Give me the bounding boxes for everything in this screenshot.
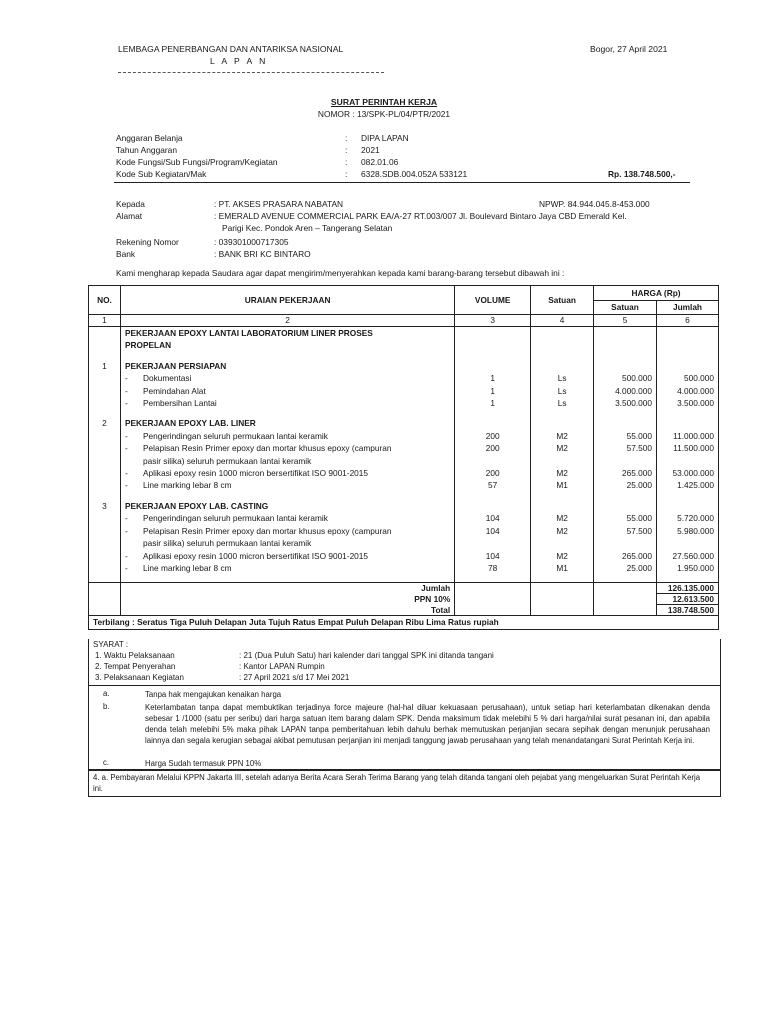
conditions-box	[88, 685, 721, 771]
section-number: 3	[89, 500, 121, 512]
term-label: 1. Waktu Pelaksanaan	[95, 651, 175, 660]
bullet: -	[124, 468, 128, 479]
item-unit: M1	[531, 479, 594, 491]
item-volume: 104	[455, 550, 531, 562]
table-row	[89, 467, 719, 479]
item-volume: 200	[455, 467, 531, 479]
address-label: Alamat	[116, 211, 143, 221]
budget-colon: :	[345, 169, 348, 179]
table-row	[89, 372, 719, 384]
item-description: - Pengerindingan seluruh permukaan lantai keramik	[120, 512, 454, 524]
terms-box	[88, 639, 721, 686]
item-volume: 1	[455, 385, 531, 397]
payment-note	[88, 769, 721, 797]
bullet: -	[124, 373, 128, 384]
header-uraian: URAIAN PEKERJAAN	[120, 286, 454, 315]
item-unit-price: 3.500.000	[594, 397, 657, 409]
table-row	[89, 550, 719, 562]
item-amount: 1.425.000	[656, 479, 718, 491]
item-unit: M2	[531, 442, 594, 467]
section-title: PEKERJAAN PERSIAPAN	[120, 360, 454, 372]
document-number: NOMOR : 13/SPK-PL/04/PTR/2021	[317, 109, 451, 119]
section-title: PEKERJAAN EPOXY LAB. LINER	[120, 417, 454, 429]
item-unit-price: 55.000	[594, 430, 657, 442]
bullet: -	[124, 562, 128, 573]
budget-colon: :	[345, 133, 348, 143]
header-divider	[118, 72, 384, 73]
bullet: -	[124, 385, 128, 396]
col-number: 2	[120, 315, 454, 327]
item-amount: 53.000.000	[656, 467, 718, 479]
table-row	[89, 430, 719, 442]
table-row	[89, 525, 719, 550]
col-number: 4	[531, 315, 594, 327]
section-row	[89, 417, 719, 429]
budget-value: 2021	[361, 145, 380, 155]
table-row	[89, 385, 719, 397]
section-number: 1	[89, 360, 121, 372]
note-text: Keterlambatan tanpa dapat membuktikan terjadinya force majeure (hal-hal diluar kekuasaan perusahaan), untuk setiap hari keterlambatan dikenakan denda sebesar 1 /1000 (satu per seribu) dari harga satuan item barang dalam SPK. Denda maksimum tidak melebihi 5 % dari harga/nilai surat pesanan ini, dan apabila denda telah melebihi 5% maka pihak LAPAN tanpa pemberitahuan lebih dahulu berhak memutuskan perjanjian secara sepihak dengan menunjuk perusahaan lainnya dan segala kerugian sebagai akibat pemutusan perjanjian ini menjadi tanggung jawab perusahaan yang telah menandatangani Surat Perintah Kerja ini.	[145, 703, 710, 745]
bullet: -	[124, 430, 128, 441]
header-volume: VOLUME	[455, 286, 531, 315]
item-description: - Line marking lebar 8 cm	[120, 479, 454, 491]
bullet: -	[124, 525, 128, 536]
project-title: PEKERJAAN EPOXY LANTAI LABORATORIUM LINER PROSES PROPELAN	[120, 327, 454, 352]
item-unit: M2	[531, 550, 594, 562]
section-title: PEKERJAAN EPOXY LAB. CASTING	[120, 500, 454, 512]
item-amount: 27.560.000	[656, 550, 718, 562]
bullet: -	[124, 443, 128, 454]
item-unit-price: 25.000	[594, 479, 657, 491]
budget-label: Anggaran Belanja	[116, 133, 183, 143]
term-value: : 27 April 2021 s/d 17 Mei 2021	[239, 673, 350, 682]
item-unit-price: 265.000	[594, 550, 657, 562]
ppn-label: PPN 10%	[120, 594, 454, 605]
item-unit-price: 57.500	[594, 442, 657, 467]
vendor-name: : PT. AKSES PRASARA NABATAN	[214, 199, 344, 209]
header-satuan: Satuan	[531, 286, 594, 315]
address-line: Parigi Kec. Pondok Aren – Tangerang Selatan	[222, 223, 393, 233]
total-label: Total	[120, 605, 454, 616]
work-items-table	[88, 285, 719, 630]
header-no: NO.	[89, 286, 121, 315]
bullet: -	[124, 398, 128, 409]
item-unit: Ls	[531, 372, 594, 384]
org-abbrev: L A P A N	[210, 56, 268, 66]
budget-value: 6328.SDB.004.052A 533121	[361, 169, 468, 179]
item-amount: 5.980.000	[656, 525, 718, 550]
budget-value: DIPA LAPAN	[361, 133, 409, 143]
term-label: 3. Pelaksanaan Kegiatan	[95, 673, 184, 682]
header-harga-satuan: Satuan	[594, 300, 657, 315]
item-volume: 78	[455, 562, 531, 574]
item-amount: 3.500.000	[656, 397, 718, 409]
budget-label: Tahun Anggaran	[116, 145, 178, 155]
item-description: - Dokumentasi	[120, 372, 454, 384]
item-unit-price: 500.000	[594, 372, 657, 384]
budget-label: Kode Fungsi/Sub Fungsi/Program/Kegiatan	[116, 157, 278, 167]
item-volume: 200	[455, 430, 531, 442]
item-amount: 500.000	[656, 372, 718, 384]
item-unit: Ls	[531, 385, 594, 397]
section-number: 2	[89, 417, 121, 429]
total-value: 138.748.500	[656, 605, 718, 616]
item-unit-price: 55.000	[594, 512, 657, 524]
intro-text: Kami mengharap kepada Saudara agar dapat mengirim/menyerahkan kepada kami barang-barang tersebut dibawah ini :	[116, 268, 565, 278]
section-row	[89, 360, 719, 372]
item-unit-price: 57.500	[594, 525, 657, 550]
item-amount: 11.000.000	[656, 430, 718, 442]
budget-colon: :	[345, 145, 348, 155]
col-number: 1	[89, 315, 121, 327]
bank-name: : BANK BRI KC BINTARO	[214, 249, 311, 259]
org-name: LEMBAGA PENERBANGAN DAN ANTARIKSA NASIONAL	[118, 44, 344, 54]
item-unit-price: 265.000	[594, 467, 657, 479]
table-row	[89, 442, 719, 467]
item-unit: M1	[531, 562, 594, 574]
letter-date: Bogor, 27 April 2021	[590, 44, 668, 54]
budget-colon: :	[345, 157, 348, 167]
bullet: -	[124, 550, 128, 561]
item-volume: 104	[455, 525, 531, 550]
table-row	[89, 512, 719, 524]
account-number: : 039301000717305	[214, 237, 289, 247]
item-volume: 1	[455, 397, 531, 409]
item-description: - Line marking lebar 8 cm	[120, 562, 454, 574]
item-amount: 1.950.000	[656, 562, 718, 574]
term-value: : Kantor LAPAN Rumpin	[239, 662, 325, 671]
vendor-label: Kepada	[116, 199, 145, 209]
payment-text: 4. a. Pembayaran Melalui KPPN Jakarta III, setelah adanya Berita Acara Serah Terima Barang yang telah ditanda tangani oleh pejabat yang mengeluarkan Surat Perintah Kerja ini.	[93, 773, 701, 793]
item-amount: 4.000.000	[656, 385, 718, 397]
item-amount: 5.720.000	[656, 512, 718, 524]
note-text: Harga Sudah termasuk PPN 10%	[145, 759, 262, 768]
header-harga: HARGA (Rp)	[594, 286, 719, 301]
bank-label: Bank	[116, 249, 136, 259]
term-value: : 21 (Dua Puluh Satu) hari kalender dari tanggal SPK ini ditanda tangani	[239, 651, 494, 660]
header-jumlah: Jumlah	[656, 300, 718, 315]
item-unit: M2	[531, 430, 594, 442]
address-line: : EMERALD AVENUE COMMERCIAL PARK EA/A-27 RT.003/007 Jl. Boulevard Bintaro Jaya CBD Emerald Kel.	[214, 211, 627, 221]
item-description: - Pembersihan Lantai	[120, 397, 454, 409]
budget-label: Kode Sub Kegiatan/Mak	[116, 169, 207, 179]
note-key: c.	[103, 758, 110, 767]
item-description: - Pelapisan Resin Primer epoxy dan mortar khusus epoxy (campuran pasir silika) seluruh permukaan lantai keramik	[120, 442, 454, 467]
note-text: Tanpa hak mengajukan kenaikan harga	[145, 690, 282, 699]
table-row	[89, 562, 719, 574]
budget-value: 082.01.06	[361, 157, 399, 167]
item-volume: 1	[455, 372, 531, 384]
item-description: - Pelapisan Resin Primer epoxy dan mortar khusus epoxy (campuran pasir silika) seluruh permukaan lantai keramik	[120, 525, 454, 550]
col-number: 5	[594, 315, 657, 327]
sum-value: 126.135.000	[656, 583, 718, 594]
terms-title: SYARAT :	[93, 640, 129, 649]
bullet: -	[124, 513, 128, 524]
col-number: 6	[656, 315, 718, 327]
term-label: 2. Tempat Penyerahan	[95, 662, 176, 671]
document-title: SURAT PERINTAH KERJA	[330, 97, 438, 107]
item-unit-price: 4.000.000	[594, 385, 657, 397]
table-row	[89, 479, 719, 491]
account-label: Rekening Nomor	[116, 237, 179, 247]
item-unit: Ls	[531, 397, 594, 409]
section-rule	[114, 182, 690, 183]
note-key: b.	[103, 702, 110, 711]
item-unit: M2	[531, 525, 594, 550]
item-volume: 57	[455, 479, 531, 491]
col-number: 3	[455, 315, 531, 327]
budget-total: Rp. 138.748.500,-	[608, 169, 676, 179]
item-description: - Pengerindingan seluruh permukaan lantai keramik	[120, 430, 454, 442]
item-description: - Pemindahan Alat	[120, 385, 454, 397]
amount-in-words: Terbilang : Seratus Tiga Puluh Delapan Juta Tujuh Ratus Empat Puluh Delapan Ribu Lima Ratus rupiah	[89, 616, 719, 629]
item-volume: 200	[455, 442, 531, 467]
ppn-value: 12.613.500	[656, 594, 718, 605]
vendor-npwp: NPWP. 84.944.045.8-453.000	[539, 199, 650, 209]
table-row	[89, 397, 719, 409]
item-description: - Aplikasi epoxy resin 1000 micron bersertifikat ISO 9001-2015	[120, 467, 454, 479]
item-description: - Aplikasi epoxy resin 1000 micron bersertifikat ISO 9001-2015	[120, 550, 454, 562]
sum-label: Jumlah	[120, 583, 454, 594]
section-row	[89, 500, 719, 512]
item-unit: M2	[531, 467, 594, 479]
item-volume: 104	[455, 512, 531, 524]
note-key: a.	[103, 689, 110, 698]
bullet: -	[124, 480, 128, 491]
item-unit: M2	[531, 512, 594, 524]
item-amount: 11.500.000	[656, 442, 718, 467]
item-unit-price: 25.000	[594, 562, 657, 574]
